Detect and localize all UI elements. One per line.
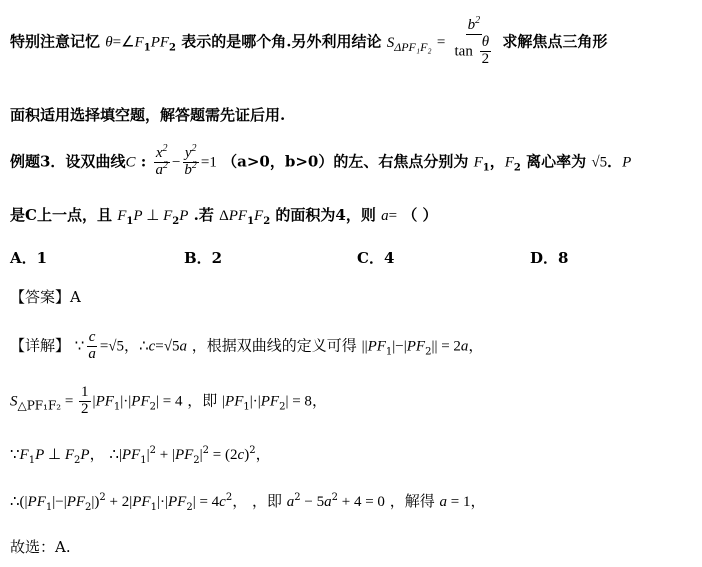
solution-label: 【详解】: [10, 336, 71, 355]
example-label: 例题3．设双曲线: [10, 152, 126, 171]
option-d: D．8: [530, 249, 569, 267]
intro-text-3: 求解焦点三角形: [502, 32, 608, 51]
area-formula: $S_{\Delta PF_1F_2}$: [386, 34, 432, 54]
example-text-2b: .若: [193, 206, 214, 224]
option-c: C．4: [357, 249, 395, 267]
solution-text-2: ，即: [187, 391, 218, 410]
example-text-2a: 是C上一点，且: [10, 206, 112, 224]
solution-line-2: $S_{\triangle PF_1F_2}$ = $\frac{1}{2}$ $|PF_1|\cdot|PF_2| = 4$ ，即 $|PF_1|\cdot|PF_2| = 8$，: [10, 384, 327, 417]
solution-text-4: ，即: [251, 492, 282, 510]
solution-text-3: ，解得: [389, 492, 435, 510]
theta-equation: θ: [105, 34, 113, 51]
option-a: A．1: [10, 249, 48, 267]
eccentricity-text: 离心率为: [526, 152, 587, 171]
solution-line-4: $\therefore(|PF_1|-|PF_2|)^2 + 2|PF_1|\cdot|PF_2| = 4c^2$， ，即 $a^2 - 5a^2 + 4 = 0$ ，解得 a = 1，: [10, 492, 486, 513]
example-line-2: 是C上一点，且 $F_1P$ ⊥ $F_2P$ .若 $\Delta PF_1F_2$ 的面积为4，则 a= （ ）: [10, 206, 438, 227]
solution-final: 故选：A.: [10, 538, 71, 556]
intro-text-1: 特别注意记忆: [10, 32, 101, 51]
intro-line-2: 面积适用选择填空题，解答题需先证后用.: [10, 106, 286, 124]
example-text-2c: 的面积为4，则: [275, 206, 376, 224]
intro-text-2: 表示的是哪个角.另外利用结论: [181, 32, 382, 51]
area-fraction: $b^2$ tan $\frac{\theta}{2}$: [454, 15, 490, 67]
example-conditions: （a>0，b>0）的左、右焦点分别为: [222, 152, 469, 171]
option-b: B．2: [184, 249, 223, 267]
solution-text-1: ，根据双曲线的定义可得: [191, 336, 357, 355]
example-line-1: 例题3．设双曲线C : $\frac{x^2}{a^2}$ − $\frac{y^2}{b^2}$ =1 （a>0，b>0）的左、右焦点分别为 $F_1$，$F_2$ 离心率为 √5．P: [10, 143, 632, 178]
intro-line-1: 特别注意记忆 $\theta=\angle F_1PF_2$ 表示的是哪个角.另外利用结论 $S_{\Delta PF_1F_2}$ = $b^2$ tan $\frac{\theta}{2}$ 求解焦点三角形: [10, 15, 608, 67]
solution-line-3: $\because F_1P$ ⊥ $F_2P$， $\therefore|PF_1|^2 + |PF_2|^2 = (2c)^2$，: [10, 445, 271, 466]
example-text-2d: （ ）: [402, 206, 438, 224]
answer-label: 【答案】A: [10, 288, 81, 306]
solution-line-1: 【详解】 ∵ $\frac{c}{a}$ =√5，∴c=√5a ，根据双曲线的定义可得 $||PF_1|-|PF_2|| = 2a$，: [10, 329, 484, 362]
